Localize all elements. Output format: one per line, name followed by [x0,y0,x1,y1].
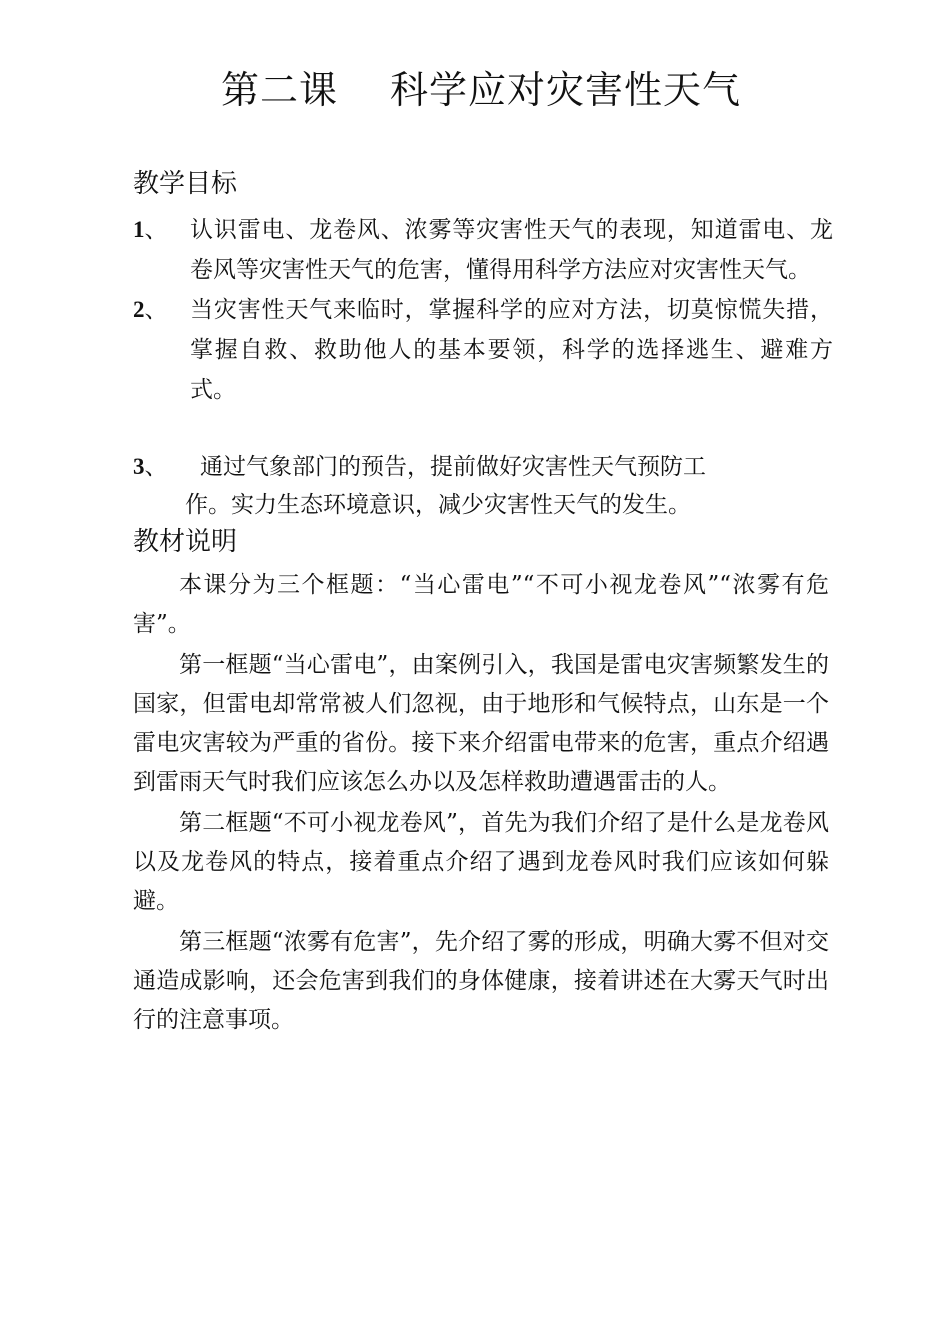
objectives-list [133,210,833,410]
objective-item-3 [133,448,773,524]
page-title: 第二课 科学应对灾害性天气 [220,68,742,112]
paragraph: 第二框题“不可小视龙卷风”，首先为我们介绍了是什么是龙卷风以及龙卷风的特点，接着重点介绍了遇到龙卷风时我们应该如何躲避。 [133,810,829,914]
materials-heading: 教材说明 [133,527,238,557]
objective-text-line1: 通过气象部门的预告，提前做好灾害性天气预防工 [200,454,706,480]
objective-number: 3、 [133,454,168,480]
objective-text-line2: 作。实力生态环境意识，减少灾害性天气的发生。 [185,492,691,518]
objective-item-2 [133,290,833,410]
paragraph: 第一框题“当心雷电”，由案例引入，我国是雷电灾害频繁发生的国家，但雷电却常常被人们忽视，由于地形和气候特点，山东是一个雷电灾害较为严重的省份。接下来介绍雷电带来的危害，重点介绍遇到雷雨天气时我们应该怎么办以及怎样救助遭遇雷击的人。 [133,652,829,795]
objectives-heading: 教学目标 [133,169,238,199]
objective-text: 认识雷电、龙卷风、浓雾等灾害性天气的表现，知道雷电、龙卷风等灾害性天气的危害，懂得用科学方法应对灾害性天气。 [190,217,833,283]
objective-item-1 [133,210,833,290]
materials-body [133,566,829,1042]
objective-text: 当灾害性天气来临时，掌握科学的应对方法，切莫惊慌失措，掌握自救、救助他人的基本要领，科学的选择逃生、避难方式。 [190,297,833,403]
paragraph: 第三框题“浓雾有危害”，先介绍了雾的形成，明确大雾不但对交通造成影响，还会危害到我们的身体健康，接着讲述在大雾天气时出行的注意事项。 [133,929,829,1033]
objective-number: 1、 [133,217,168,243]
paragraph: 本课分为三个框题：“当心雷电”“不可小视龙卷风”“浓雾有危害”。 [133,572,829,637]
objective-number: 2、 [133,297,168,323]
